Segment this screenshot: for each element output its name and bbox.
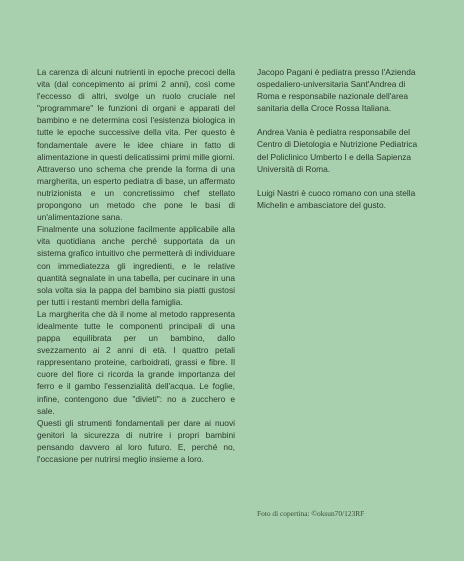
blurb-paragraph-2: Attraverso uno schema che prende la forma di una margherita, un esperto pediatra di base, un affermato nutrizionista e un concretissimo chef stellato propongono un metodo che pone le basi di un'alimentazione sana. (37, 163, 235, 223)
blurb-paragraph-5: Questi gli strumenti fondamentali per dare ai nuovi genitori la sicurezza di nutrire i propri bambini pensando davvero al loro futuro. E, perché no, l'occasione per nutrirsi meglio insieme a loro. (37, 417, 235, 464)
blurb-paragraph-4: La margherita che dà il nome al metodo rappresenta idealmente tutte le componenti principali di una pappa equilibrata per un bambino, dallo svezzamento ai 2 anni di età. I quattro petali rappresentano proteine, carboidrati, grassi e fibre. Il cuore del fiore ci ricorda la grande importanza del ferro e il gambo l'essenzialità dell'acqua. Le foglie, infine, contengono due "divieti": no a zucchero e sale. (37, 308, 235, 416)
photo-credit: Foto di copertina: ©oksun70/123RF (257, 509, 365, 518)
bio-jacopo-pagani: Jacopo Pagani è pediatra presso l'Azienda ospedaliero-universitaria Sant'Andrea di Roma e responsabile nazionale dell'area sanitaria della Croce Rossa Italiana. (257, 67, 416, 114)
blurb-paragraph-1: La carenza di alcuni nutrienti in epoche precoci della vita (dal concepimento ai primi 2 anni), così come l'eccesso di altri, svolge un ruolo cruciale nel "programmare" le funzioni di organi e apparati del bambino e ne determina così l'esistenza biologica in tutte le epoche successive della vita. Per questo è fondamentale avere le idee chiare in fatto di alimentazione in questi delicatissimi primi mille giorni. (37, 67, 235, 162)
blurb-column (37, 66, 235, 465)
blurb-paragraph-3: Finalmente una soluzione facilmente applicabile alla vita quotidiana anche perché supportata da un sistema grafico intuitivo che permetterà di individuare con immediatezza gli ingredienti, e le relative quantità segnalate in una tabella, per cucinare in una sola volta sia la pappa del bambino sia piatti gustosi per tutti i restanti membri della famiglia. (37, 224, 235, 307)
author-bios-column (257, 66, 429, 223)
bio-luigi-nastri: Luigi Nastri è cuoco romano con una stella Michelin e ambasciatore del gusto. (257, 187, 416, 210)
bio-andrea-vania: Andrea Vania è pediatra responsabile del Centro di Dietologia e Nutrizione Pediatrica del Policlinico Umberto I e della Sapienza Università di Roma. (257, 127, 418, 174)
